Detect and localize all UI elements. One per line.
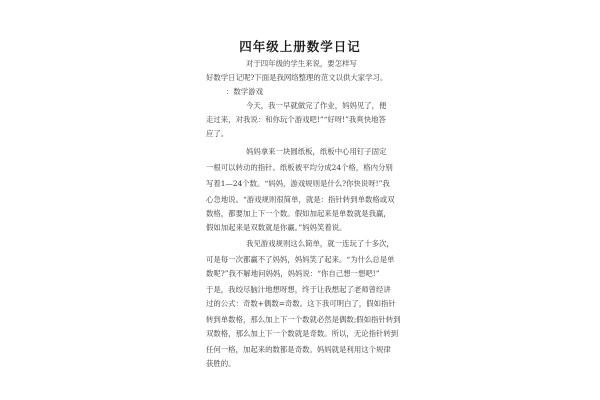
paragraph-line: 应了。 xyxy=(206,129,229,138)
paragraph-line: 数格，都要加上下一个数。假如加起来是单数就是我赢， xyxy=(206,209,391,218)
paragraph-line: 过的公式：奇数+偶数=奇数。这下我可明白了，假如指针 xyxy=(206,299,396,308)
paragraph-line: 妈妈拿来一块圆纸板，纸板中心用钉子固定 xyxy=(246,147,387,156)
document-title: 四年级上册数学日记 xyxy=(239,39,361,54)
paragraph-line: 转到单数格，那么加上下一个数就必然是偶数;假如指针转到 xyxy=(206,315,401,324)
paragraph-line: 假如加起来是双数就是你赢。”妈妈笑着说。 xyxy=(206,223,347,232)
paragraph-line: 走过来，对我说：和你玩个游戏吧!”“好呀!”我爽快地答 xyxy=(206,115,386,124)
section-heading: ：数学游戏 xyxy=(226,87,263,96)
paragraph-line: 写着1—24个数。“妈妈，游戏规则是什么?你快说呀!”我 xyxy=(206,179,390,188)
paragraph-line: 数呢?”我不解地问妈妈，妈妈说：“你自己想一想吧!” xyxy=(206,269,380,278)
paragraph-line: 可是每一次都赢不了妈妈，妈妈笑了起来。“为什么总是单 xyxy=(206,255,395,264)
paragraph-line: 对于四年级的学生来说，要怎样写 xyxy=(246,59,357,68)
paragraph-line: 任何一格，加起来的数都是奇数。妈妈就是利用这个规律 xyxy=(206,345,391,354)
paragraph-line: 好数学日记呢?下面是我网络整理的范文以供大家学习。 xyxy=(206,73,388,82)
paragraph-line: 双数格，那么加上下一个数就是奇数。所以，无论指针转到 xyxy=(206,329,399,338)
paragraph-line: 获胜的。 xyxy=(206,359,236,368)
paragraph-line: 心急地说。“游戏规则很简单，就是：指针转到单数格或双 xyxy=(206,195,395,204)
paragraph-line: 于是，我绞尽脑汁地想呀想，终于让我想起了老师曾经讲 xyxy=(206,285,391,294)
paragraph-line: 今天，我一早就做完了作业，妈妈见了，便 xyxy=(246,101,387,110)
paragraph-line: 一根可以转动的指针。纸板被平均分成24个格，格内分别 xyxy=(206,163,393,172)
paragraph-line: 我见游戏规则这么简单，就一连玩了十多次， xyxy=(246,239,394,248)
